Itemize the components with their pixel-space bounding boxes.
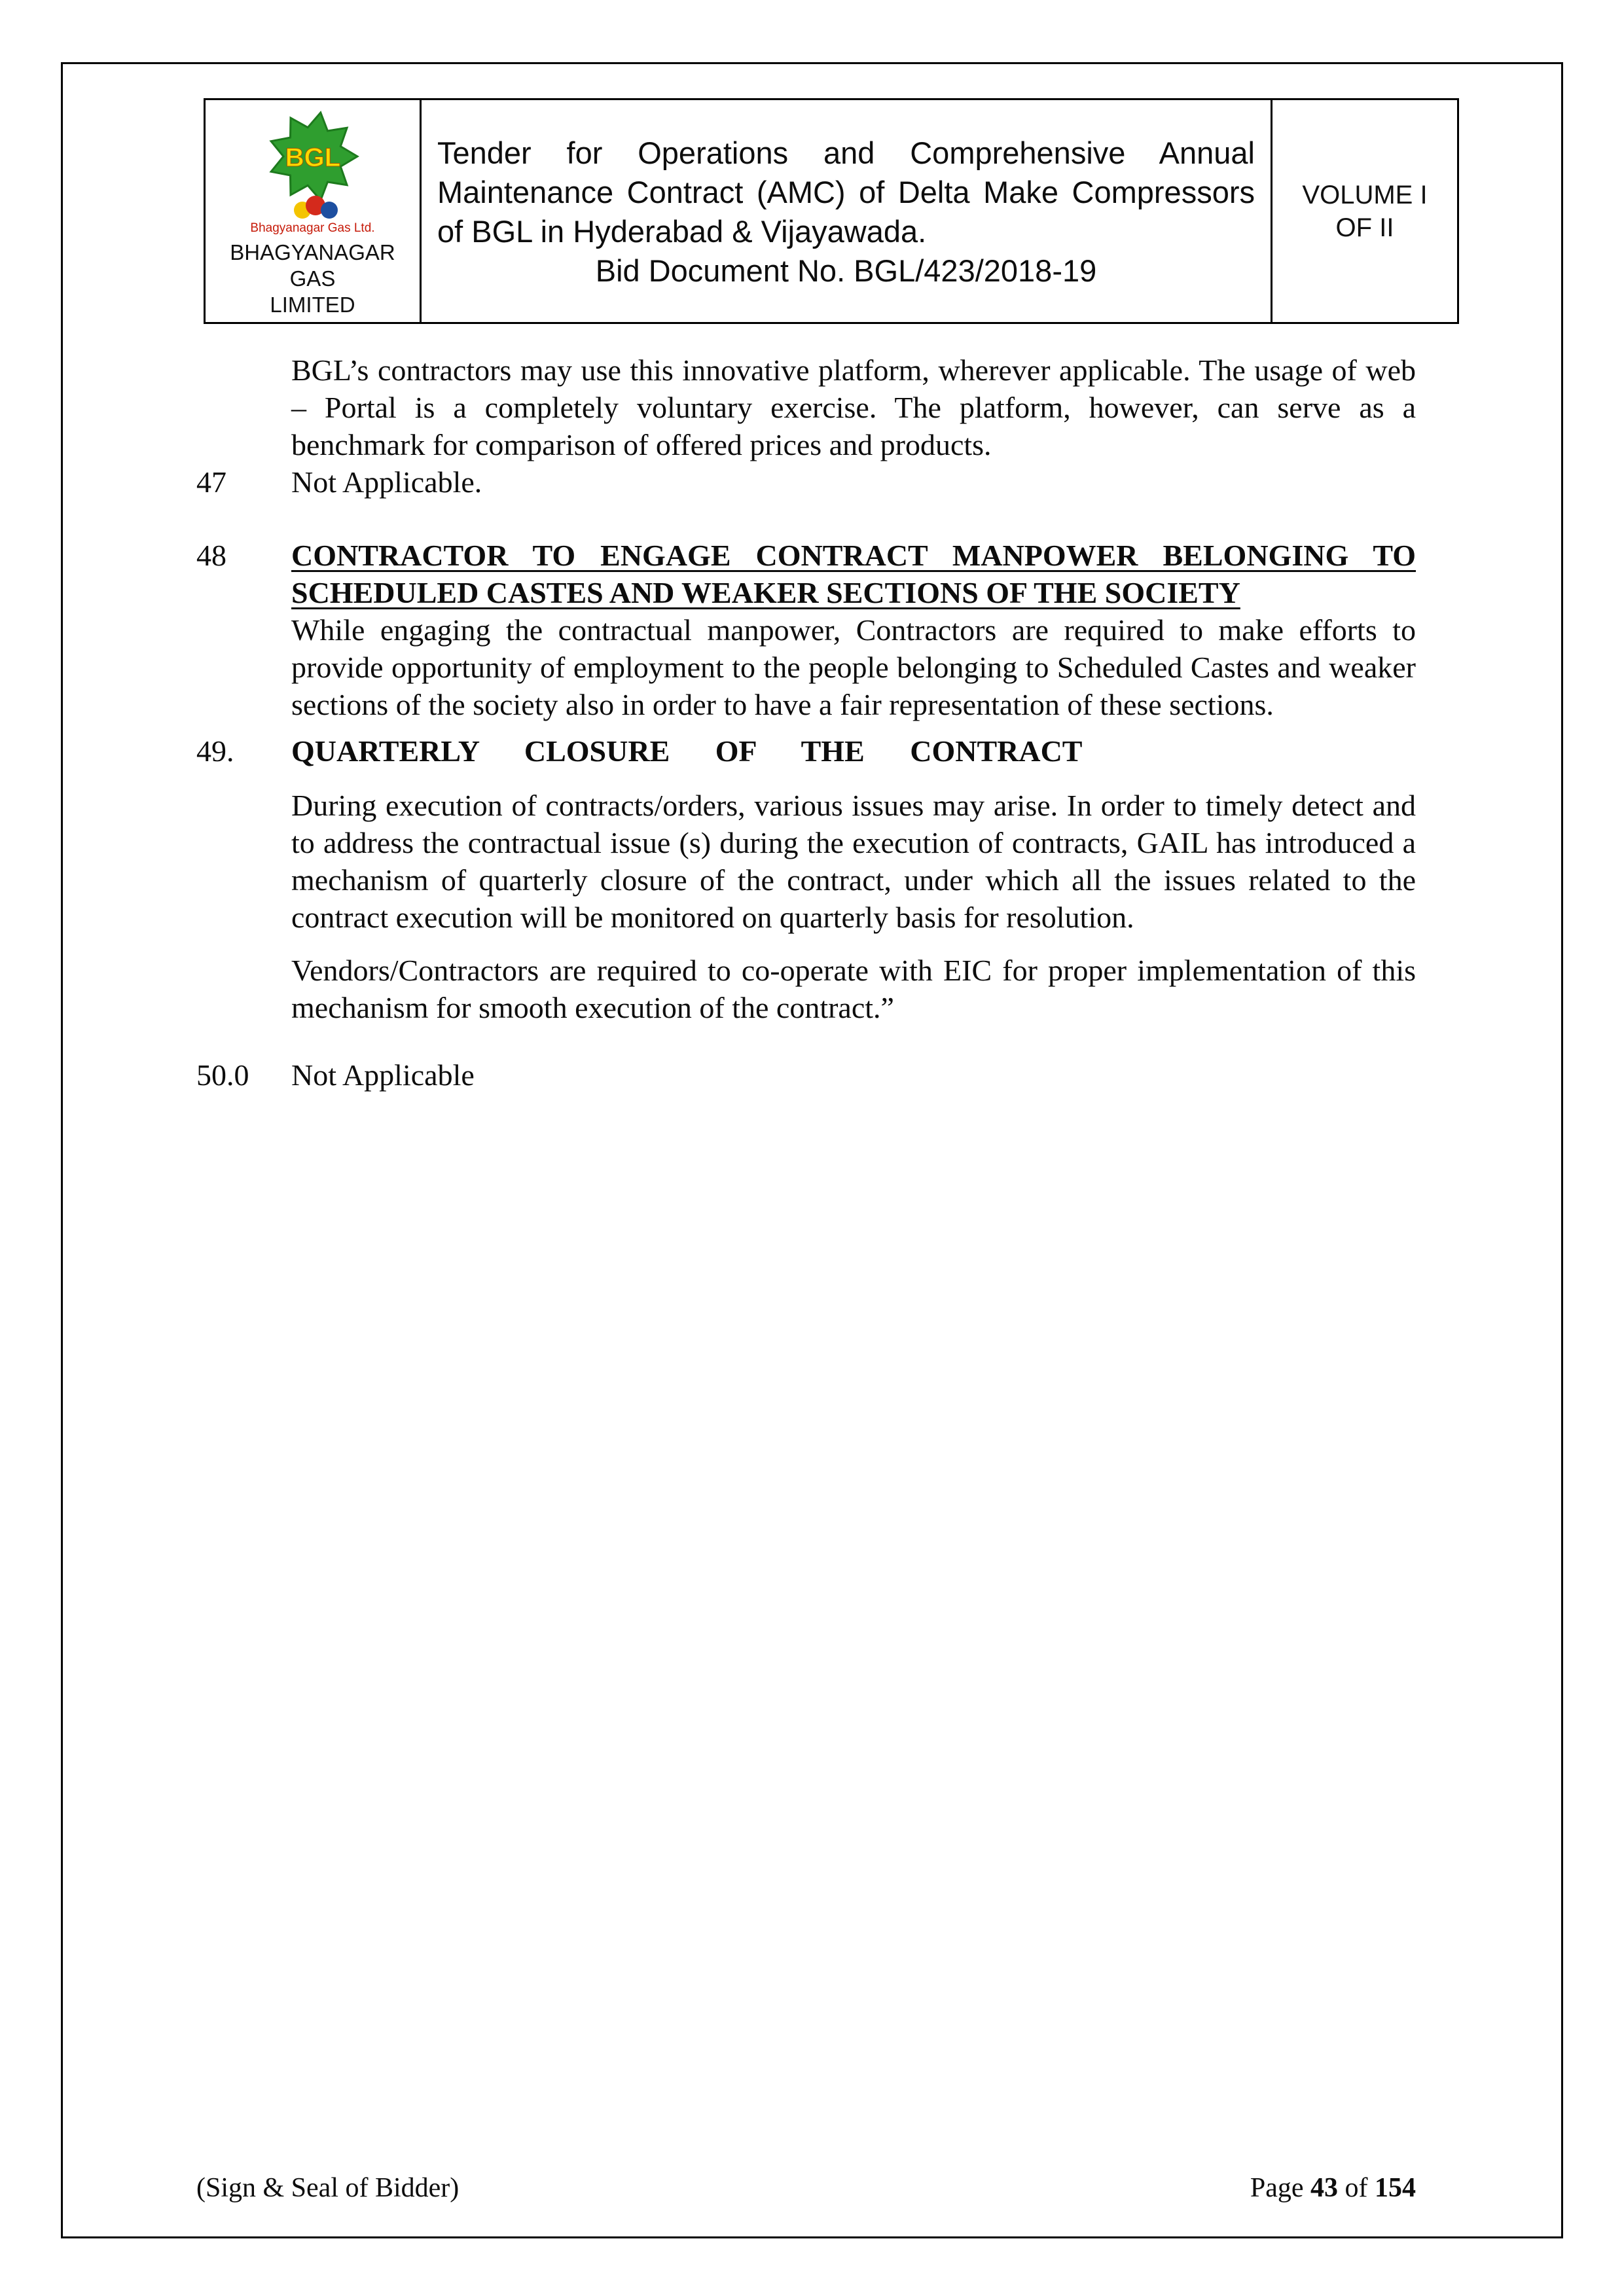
page-border [61,62,1563,2238]
bgl-logo-icon [234,105,391,222]
total-pages: 154 [1375,2173,1416,2203]
clause-paragraph: While engaging the contractual manpower, Contractors are required to make efforts to provide opportunity of employment to the people belonging to Scheduled Castes and weaker sections of the society also in order to have a fair representation of these sections. [291,613,1416,721]
intro-paragraph: BGL’s contractors may use this innovative platform, wherever applicable. The usage of web – Portal is a completely voluntary exercise. The platform, however, can serve as a benchmark for comparison of offered prices and products. [291,353,1416,461]
clause-47 [196,463,1416,501]
page-indicator [1250,2171,1416,2205]
clause-number: 47 [196,465,226,499]
volume-line2: OF II [1335,213,1394,242]
clause-body [291,537,1416,723]
document-title: Tender for Operations and Comprehensive Annual Maintenance Contract (AMC) of Delta Make Compressors of BGL in Hyderabad & Vijayawada. [437,135,1255,249]
page-number: 43 [1310,2173,1338,2203]
page-footer [196,2171,1416,2205]
document-body [63,324,1561,1094]
volume-line1: VOLUME I [1302,180,1428,209]
clause-48 [196,537,1416,723]
clause-paragraph: Not Applicable. [291,465,482,499]
logo-flame-blue [321,202,338,219]
of-label: of [1344,2173,1368,2203]
clause-49 [196,732,1416,1026]
company-name [208,240,417,318]
logo-subtext: Bhagyanagar Gas Ltd. [250,221,375,235]
bid-document-number: Bid Document No. BGL/423/2018-19 [595,253,1097,288]
clause-body [291,463,1416,501]
header-table [204,98,1459,324]
clause-paragraph: Vendors/Contractors are required to co-operate with EIC for proper implementation of this mechanism for smooth execution of the contract.” [291,954,1416,1024]
logo-bgl-text: BGL [285,143,340,172]
volume-cell [1272,99,1458,323]
clause-paragraph: Not Applicable [291,1058,475,1092]
clause-paragraph: During execution of contracts/orders, various issues may arise. In order to timely detect and to address the contractual issue (s) during the execution of contracts, GAIL has introduced a mechanism of quarterly closure of the contract, under which all the issues related to the contract execution will be monitored on quarterly basis for resolution. [291,789,1416,934]
clause-number: 50.0 [196,1058,249,1092]
clause-number: 49. [196,734,234,768]
company-name-line1: BHAGYANAGAR GAS [230,240,395,291]
clause-heading: QUARTERLY CLOSURE OF THE CONTRACT [291,734,1083,768]
clause-number: 48 [196,539,226,572]
clause-body [291,1056,1416,1094]
logo-cell [205,99,421,323]
page-label: Page [1250,2173,1304,2203]
title-cell [421,99,1272,323]
sign-seal-label: (Sign & Seal of Bidder) [196,2173,460,2203]
company-name-line2: LIMITED [270,293,355,317]
clause-body [291,732,1416,1026]
clause-50 [196,1056,1416,1094]
clause-heading: CONTRACTOR TO ENGAGE CONTRACT MANPOWER BELONGING TO SCHEDULED CASTES AND WEAKER SECTIONS OF THE SOCIETY [291,539,1416,609]
